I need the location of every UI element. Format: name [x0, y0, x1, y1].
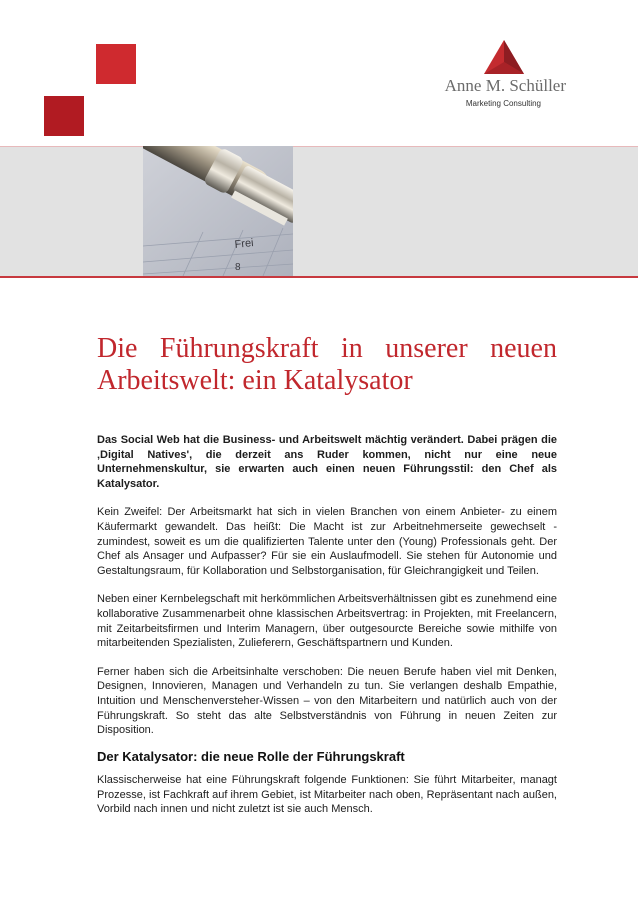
hero-paper-number: 8 [235, 262, 241, 273]
article-paragraph-1: Kein Zweifel: Der Arbeitsmarkt hat sich in vielen Branchen von einem Anbieter- zu einem Käufermarkt gewandelt. Das heißt: Die Macht ist zur Arbeitnehmerseite gewechselt - zumindest, soweit es um die qualifizierten Talente unter den (Young) Professionals geht. Der Chef als Ansager und Aufpasser? Für sie ein Auslaufmodell. Sie stehen für Autonomie und Gestaltungsraum, für Kollaboration und Selbstorganisation, für Gleichrangigkeit und Teilen. [97, 506, 557, 577]
hero-image [143, 146, 293, 276]
header-band-bottom-line [0, 276, 638, 278]
brand-logo [440, 40, 570, 115]
article-body [97, 433, 557, 817]
pen-on-paper-illustration [143, 146, 293, 276]
decorative-square-top [96, 44, 136, 84]
article-paragraph-3: Ferner haben sich die Arbeitsinhalte verschoben: Die neuen Berufe haben viel mit Denken, Designen, Innovieren, Managen und Verhandeln zu tun. Sie verlangen deshalb Empathie, Intuition und Menschenversteher-Wissen – von den Mitarbeitern und natürlich auch von der Führungskraft. So steht das alte Selbstverständnis von Führung in neuen Zeiten zur Disposition. [97, 665, 557, 737]
decorative-square-left [44, 96, 84, 136]
hero-paper-word: Frei [234, 237, 255, 251]
article-title: Die Führungskraft in unserer neuen Arbeitswelt: ein Katalysator [97, 333, 557, 396]
article-lead: Das Social Web hat die Business- und Arbeitswelt mächtig verändert. Dabei prägen die ‚Digital Natives', die derzeit ans Ruder kommen, nicht nur eine neue Unternehmenskultur, sie erwarten auch einen neuen Führungsstil: den Chef als Katalysator. [97, 434, 557, 490]
header-band-top-line [0, 146, 638, 147]
brand-tagline: Marketing Consulting [465, 99, 541, 108]
section-heading: Der Katalysator: die neue Rolle der Führungskraft [97, 748, 405, 764]
article-paragraph-2: Neben einer Kernbelegschaft mit herkömmlichen Arbeitsverhältnissen gibt es zunehmend eine kollaborative Zusammenarbeit ohne klassischen Arbeitsvertrag: in Projekten, mit Freelancern, mit Zeitarbeitsfirmen und Interim Managern, über outgesourcte Bereiche sowie mithilfe von mitarbeitenden Spezialisten, Zulieferern, Geschäftspartnern und Kunden. [97, 593, 557, 650]
brand-name: Anne M. Schüller [444, 76, 566, 95]
article-paragraph-4: Klassischerweise hat eine Führungskraft folgende Funktionen: Sie führt Mitarbeiter, managt Prozesse, ist Fachkraft auf ihrem Gebiet, ist Mitarbeiter nach oben, Repräsentant nach außen, Vorbild nach innen und nicht zuletzt ist sie auch Mensch. [97, 774, 557, 816]
pyramid-logo-icon [484, 40, 524, 74]
header-band [0, 146, 638, 276]
